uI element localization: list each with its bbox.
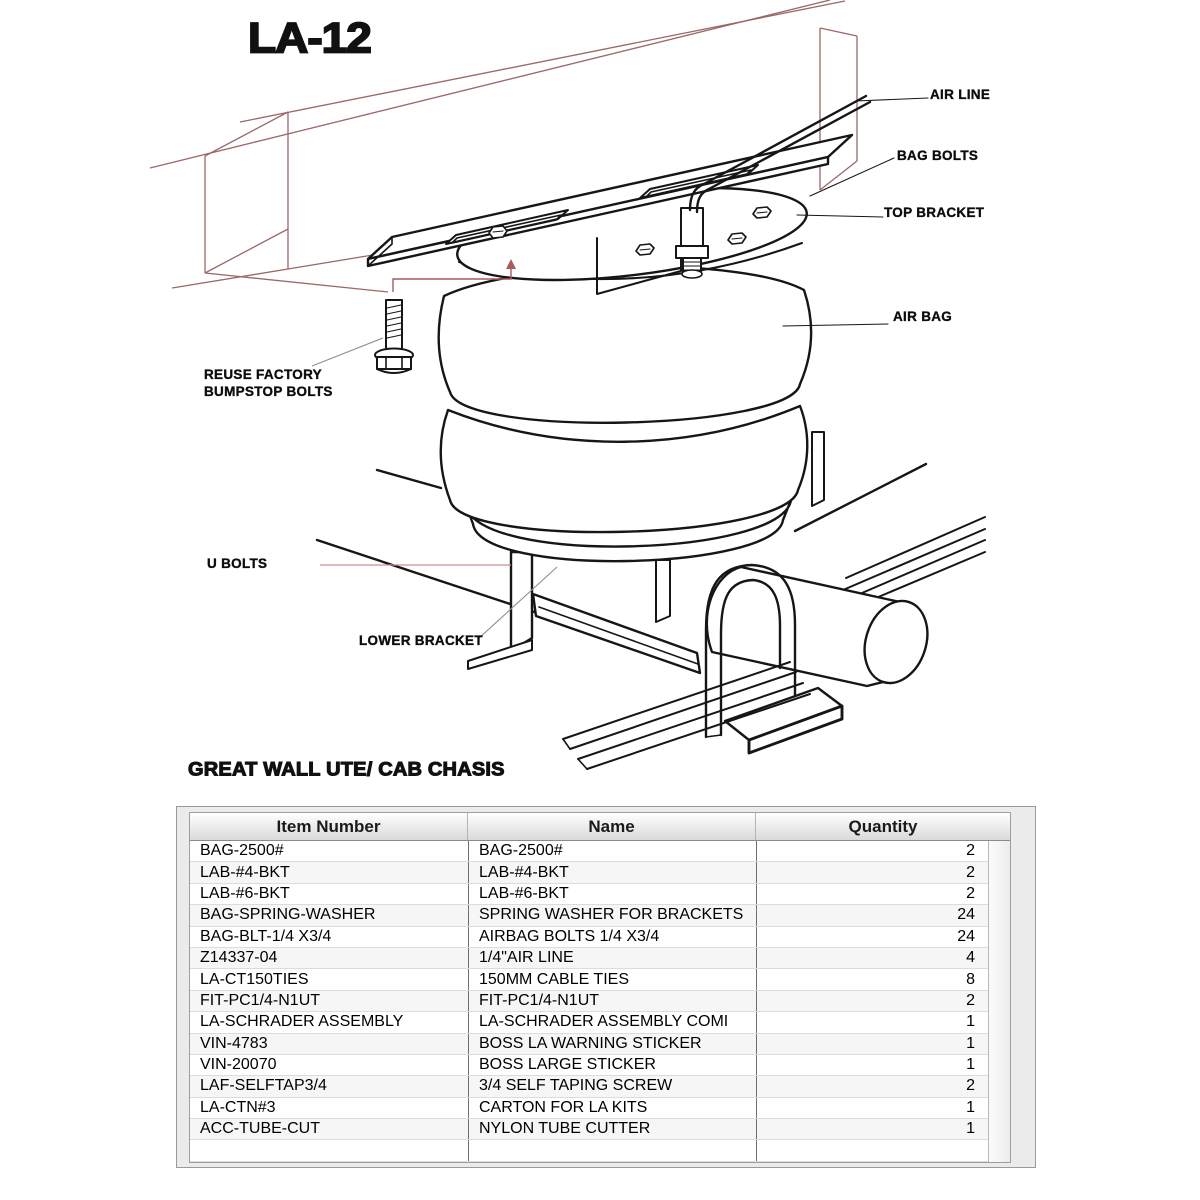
table-row[interactable] xyxy=(190,1119,988,1140)
name-cell: LAB-#6-BKT xyxy=(469,883,757,904)
parts-table xyxy=(189,812,1011,1163)
name-cell: FIT-PC1/4-N1UT xyxy=(469,990,757,1011)
item-number-cell: VIN-20070 xyxy=(190,1054,469,1075)
callout-line-2: BUMPSTOP BOLTS xyxy=(204,383,333,399)
quantity-cell: 1 xyxy=(757,1054,989,1075)
column-header-item-number[interactable]: Item Number xyxy=(190,813,468,840)
item-number-cell: LA-CTN#3 xyxy=(190,1097,469,1118)
item-number-cell: VIN-4783 xyxy=(190,1033,469,1054)
name-cell: 150MM CABLE TIES xyxy=(469,969,757,990)
item-number-cell: Z14337-04 xyxy=(190,947,469,968)
name-cell: 3/4 SELF TAPING SCREW xyxy=(469,1076,757,1097)
quantity-cell: 2 xyxy=(757,841,989,862)
table-row[interactable] xyxy=(190,883,988,904)
callout-lower-bracket: LOWER BRACKET xyxy=(359,633,483,648)
callout-u-bolts: U BOLTS xyxy=(207,556,268,571)
column-header-name[interactable]: Name xyxy=(468,813,756,840)
bumpstop-bolt xyxy=(375,300,413,373)
item-number-cell: LAB-#6-BKT xyxy=(190,883,469,904)
quantity-cell: 24 xyxy=(757,926,989,947)
table-row[interactable] xyxy=(190,1012,988,1033)
quantity-cell: 2 xyxy=(757,883,989,904)
callout-line-1: REUSE FACTORY xyxy=(204,367,322,382)
item-number-cell: LA-SCHRADER ASSEMBLY xyxy=(190,1012,469,1033)
vertical-scrollbar[interactable] xyxy=(988,841,1010,1162)
quantity-cell: 1 xyxy=(757,1119,989,1140)
name-cell: BOSS LARGE STICKER xyxy=(469,1054,757,1075)
quantity-cell: 1 xyxy=(757,1012,989,1033)
quantity-cell: 1 xyxy=(757,1033,989,1054)
table-row[interactable] xyxy=(190,841,988,862)
callout-reuse-factory-bumpstop-bolts xyxy=(204,367,333,401)
table-row[interactable] xyxy=(190,947,988,968)
table-row[interactable] xyxy=(190,1097,988,1118)
name-cell: BOSS LA WARNING STICKER xyxy=(469,1033,757,1054)
item-number-cell: LAF-SELFTAP3/4 xyxy=(190,1076,469,1097)
callout-air-line: AIR LINE xyxy=(930,87,991,102)
table-row[interactable] xyxy=(190,862,988,883)
quantity-cell: 8 xyxy=(757,969,989,990)
item-number-cell xyxy=(190,1140,469,1161)
quantity-cell: 24 xyxy=(757,905,989,926)
item-number-cell: LAB-#4-BKT xyxy=(190,862,469,883)
table-row[interactable] xyxy=(190,926,988,947)
table-row[interactable] xyxy=(190,1054,988,1075)
name-cell: LAB-#4-BKT xyxy=(469,862,757,883)
table-row[interactable] xyxy=(190,905,988,926)
quantity-cell: 2 xyxy=(757,862,989,883)
table-row[interactable] xyxy=(190,969,988,990)
kit-model-logo: LA-12 xyxy=(248,13,371,62)
name-cell: SPRING WASHER FOR BRACKETS xyxy=(469,905,757,926)
spring-plate xyxy=(725,688,842,753)
parts-table-window xyxy=(176,806,1036,1168)
quantity-cell: 1 xyxy=(757,1097,989,1118)
name-cell: CARTON FOR LA KITS xyxy=(469,1097,757,1118)
item-number-cell: BAG-2500# xyxy=(190,841,469,862)
parts-table-header xyxy=(190,813,1010,841)
quantity-cell: 4 xyxy=(757,947,989,968)
name-cell: LA-SCHRADER ASSEMBLY COMI xyxy=(469,1012,757,1033)
item-number-cell: BAG-SPRING-WASHER xyxy=(190,905,469,926)
name-cell: BAG-2500# xyxy=(469,841,757,862)
table-row[interactable] xyxy=(190,1140,988,1161)
callout-air-bag: AIR BAG xyxy=(893,309,953,324)
name-cell xyxy=(469,1140,757,1161)
parts-table-body-area xyxy=(190,841,988,1162)
table-row[interactable] xyxy=(190,1033,988,1054)
item-number-cell: LA-CT150TIES xyxy=(190,969,469,990)
quantity-cell xyxy=(757,1140,989,1161)
quantity-cell: 2 xyxy=(757,1076,989,1097)
parts-table-body xyxy=(190,841,988,1161)
table-row[interactable] xyxy=(190,1076,988,1097)
item-number-cell: ACC-TUBE-CUT xyxy=(190,1119,469,1140)
callout-bag-bolts: BAG BOLTS xyxy=(897,148,979,163)
name-cell: NYLON TUBE CUTTER xyxy=(469,1119,757,1140)
table-row[interactable] xyxy=(190,990,988,1011)
callout-top-bracket: TOP BRACKET xyxy=(884,205,985,220)
name-cell: 1/4"AIR LINE xyxy=(469,947,757,968)
vehicle-model-subtitle: GREAT WALL UTE/ CAB CHASIS xyxy=(188,759,505,781)
item-number-cell: BAG-BLT-1/4 X3/4 xyxy=(190,926,469,947)
quantity-cell: 2 xyxy=(757,990,989,1011)
column-header-quantity[interactable]: Quantity xyxy=(848,817,918,836)
name-cell: AIRBAG BOLTS 1/4 X3/4 xyxy=(469,926,757,947)
item-number-cell: FIT-PC1/4-N1UT xyxy=(190,990,469,1011)
